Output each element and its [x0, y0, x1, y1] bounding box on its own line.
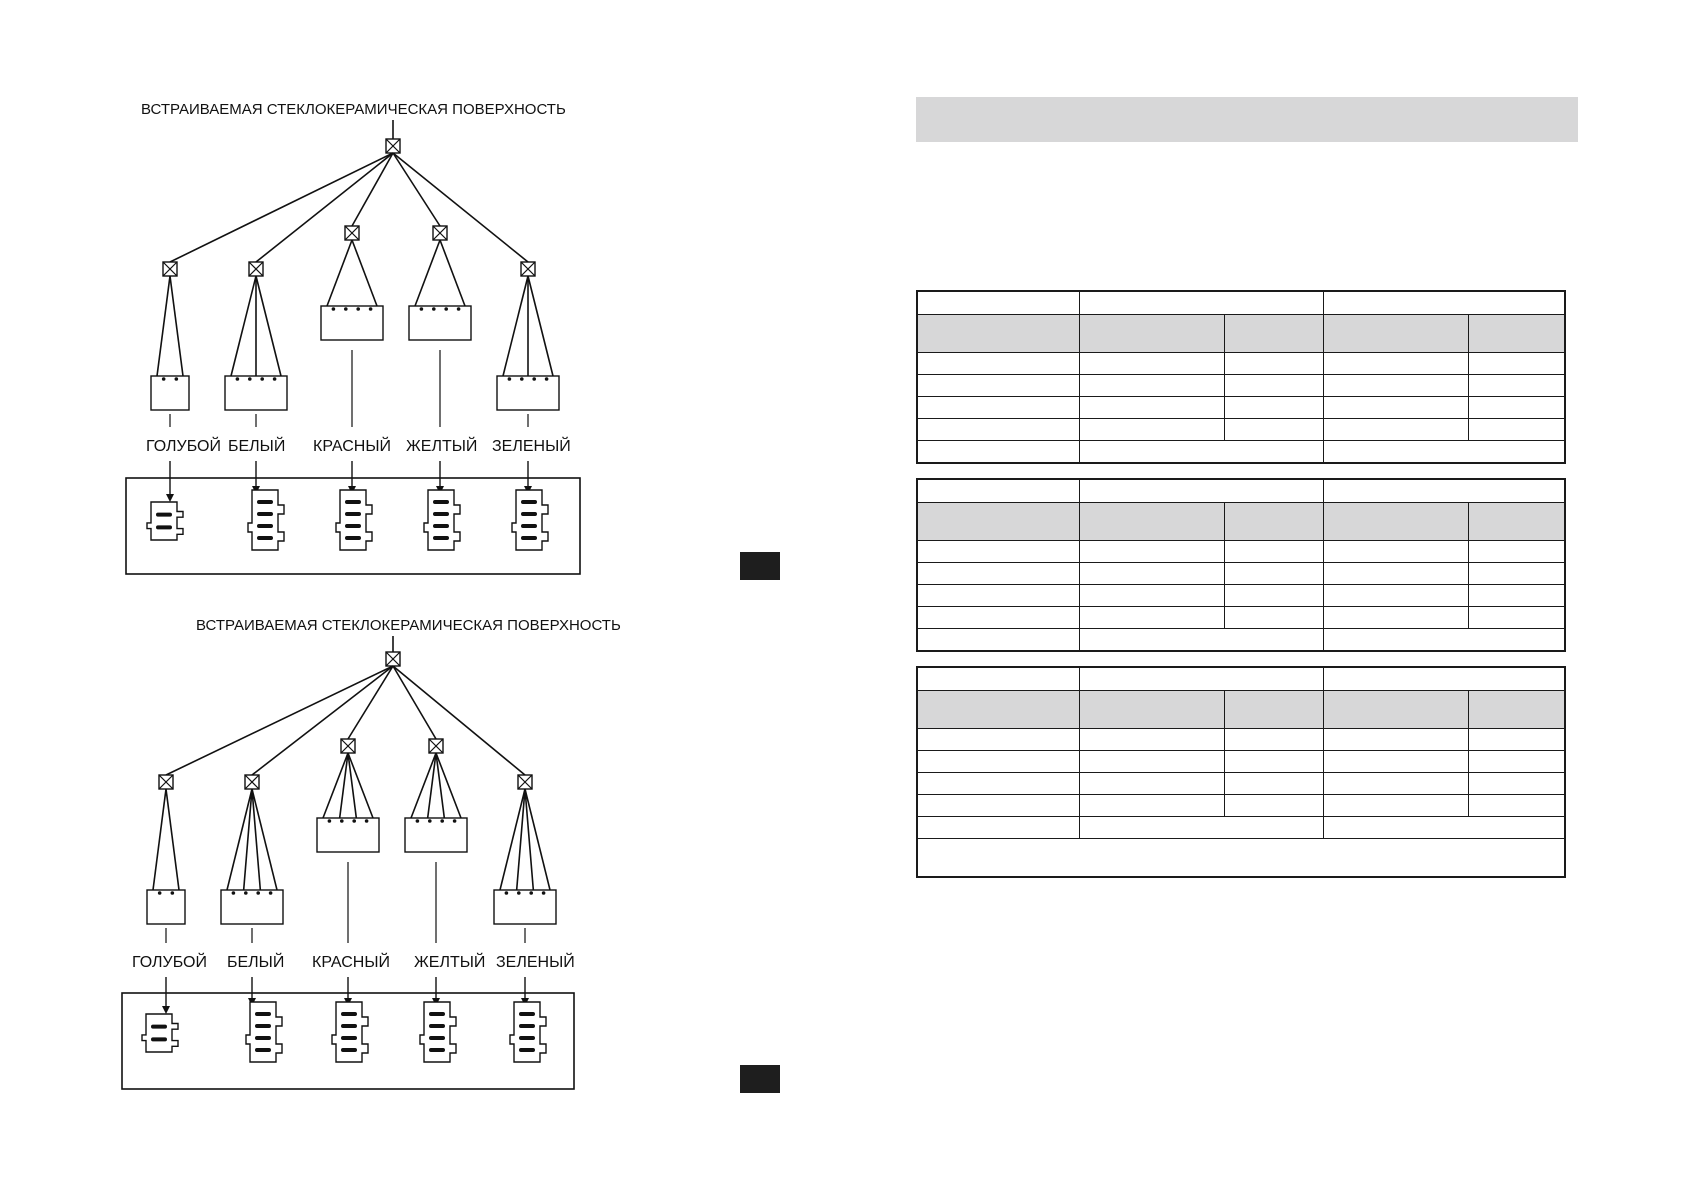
- terminal-plug-slot: [156, 513, 172, 517]
- table-cell: [1468, 751, 1565, 773]
- terminal-plug-slot: [156, 525, 172, 529]
- table-cell: [1323, 607, 1468, 629]
- table-cell: [1468, 563, 1565, 585]
- terminal-plug-slot: [519, 1024, 535, 1028]
- terminal-plug-slot: [433, 512, 449, 516]
- table-cell: [917, 817, 1079, 839]
- table-cell: [1323, 315, 1468, 353]
- connector-wire: [440, 240, 465, 306]
- terminal-plug-slot: [429, 1048, 445, 1052]
- connector-wire: [415, 240, 440, 306]
- table-cell: [1079, 315, 1224, 353]
- terminal-plug: [142, 1014, 178, 1052]
- label-arrow-head: [162, 1006, 170, 1014]
- table-cell: [1079, 795, 1224, 817]
- connector-wire: [157, 276, 170, 376]
- connector-pin: [269, 891, 273, 895]
- table-cell: [1079, 541, 1224, 563]
- connector-pin: [520, 377, 524, 381]
- terminal-plug-slot: [433, 500, 449, 504]
- connector-wire: [231, 276, 256, 376]
- table-cell: [1468, 397, 1565, 419]
- wiring-diagram-2: [122, 617, 621, 1089]
- table-cell: [917, 315, 1079, 353]
- table-cell: [1323, 503, 1468, 541]
- diagram-2-label-green: ЗЕЛЕНЫЙ: [496, 954, 575, 971]
- terminal-plug-slot: [345, 536, 361, 540]
- table-cell: [1079, 817, 1323, 839]
- terminal-plug-slot: [341, 1036, 357, 1040]
- table-cell: [917, 353, 1079, 375]
- table-cell: [1224, 375, 1323, 397]
- table-cell: [1323, 817, 1565, 839]
- terminal-plug-slot: [255, 1036, 271, 1040]
- connector-pin: [273, 377, 277, 381]
- terminal-plug-slot: [521, 512, 537, 516]
- connector-pin: [457, 307, 461, 311]
- table-cell: [1079, 563, 1224, 585]
- connector-pin: [365, 819, 369, 823]
- connector-pin: [432, 307, 436, 311]
- diagram-2-title: ВСТРАИВАЕМАЯ СТЕКЛОКЕРАМИЧЕСКАЯ ПОВЕРХНОСТЬ: [196, 617, 621, 634]
- diagram-1-label-blue: ГОЛУБОЙ: [146, 438, 221, 455]
- terminal-plug: [424, 490, 460, 550]
- terminal-plug-slot: [345, 512, 361, 516]
- terminal-plug-slot: [255, 1024, 271, 1028]
- terminal-plug: [246, 1002, 282, 1062]
- table-cell: [1079, 397, 1224, 419]
- table-cell: [1079, 729, 1224, 751]
- table-cell: [1079, 691, 1224, 729]
- branch-wire: [252, 666, 393, 775]
- terminal-plug-slot: [521, 536, 537, 540]
- table-cell: [1079, 585, 1224, 607]
- connector-pin: [175, 377, 179, 381]
- diagram-1-title: ВСТРАИВАЕМАЯ СТЕКЛОКЕРАМИЧЕСКАЯ ПОВЕРХНОСТЬ: [141, 101, 566, 118]
- terminal-plug-slot: [341, 1012, 357, 1016]
- table-cell: [1323, 397, 1468, 419]
- terminal-plug-slot: [255, 1012, 271, 1016]
- connector-pin: [356, 307, 360, 311]
- terminal-plug-slot: [345, 500, 361, 504]
- branch-wire: [352, 153, 393, 226]
- table-cell: [1079, 353, 1224, 375]
- table-cell: [1224, 773, 1323, 795]
- wiring-diagrams: [0, 0, 840, 1190]
- wiring-graphics-2: [122, 636, 574, 1089]
- page-marker-2: [740, 1065, 780, 1093]
- diagram-1-label-red: КРАСНЫЙ: [313, 438, 392, 455]
- table-cell: [1323, 773, 1468, 795]
- table-cell: [1468, 541, 1565, 563]
- connector-wire: [166, 789, 179, 890]
- table-cell: [917, 773, 1079, 795]
- branch-wire: [393, 153, 440, 226]
- connector: [494, 890, 556, 924]
- table-cell: [1323, 541, 1468, 563]
- terminal-plug-slot: [519, 1036, 535, 1040]
- table-cell: [1468, 375, 1565, 397]
- connector-pin: [158, 891, 162, 895]
- terminal-plug-slot: [257, 500, 273, 504]
- connector-pin: [171, 891, 175, 895]
- connector-wire: [528, 276, 553, 376]
- connector: [225, 376, 287, 410]
- table-cell: [1323, 563, 1468, 585]
- table-cell: [1224, 751, 1323, 773]
- branch-wire: [256, 153, 393, 262]
- terminal-plug-slot: [521, 500, 537, 504]
- table-cell: [1079, 751, 1224, 773]
- spec-table-1: [916, 290, 1566, 464]
- connector-wire: [327, 240, 352, 306]
- table-cell: [1224, 397, 1323, 419]
- terminal-plug-slot: [429, 1012, 445, 1016]
- connector-pin: [328, 819, 332, 823]
- terminal-plug-slot: [151, 1025, 167, 1029]
- table-note-cell: [917, 839, 1565, 878]
- connector-pin: [162, 377, 166, 381]
- connector-pin: [344, 307, 348, 311]
- connector-pin: [440, 819, 444, 823]
- connector-pin: [232, 891, 236, 895]
- table-cell: [1323, 375, 1468, 397]
- table-cell: [1468, 607, 1565, 629]
- table-cell: [1079, 503, 1224, 541]
- connector-pin: [416, 819, 420, 823]
- connector-wire: [352, 240, 377, 306]
- connector: [321, 306, 383, 340]
- table-cell: [1224, 419, 1323, 441]
- table-cell: [1468, 503, 1565, 541]
- terminal-plug: [147, 502, 183, 540]
- table-cell: [1468, 729, 1565, 751]
- connector-pin: [352, 819, 356, 823]
- terminal-plug-slot: [257, 536, 273, 540]
- table-cell: [1224, 503, 1323, 541]
- table-cell: [917, 667, 1079, 691]
- connector-wire: [256, 276, 281, 376]
- table-cell: [1468, 353, 1565, 375]
- terminal-plug-slot: [433, 524, 449, 528]
- connector-wire: [170, 276, 183, 376]
- connector-pin: [505, 891, 509, 895]
- table-cell: [1323, 291, 1565, 315]
- diagram-1-label-white: БЕЛЫЙ: [228, 438, 286, 455]
- branch-wire: [170, 153, 393, 262]
- table-cell: [1079, 375, 1224, 397]
- table-cell: [1468, 691, 1565, 729]
- wiring-diagram-1: [126, 101, 580, 574]
- terminal-plug-slot: [429, 1036, 445, 1040]
- table-cell: [1468, 795, 1565, 817]
- connector-pin: [260, 377, 264, 381]
- table-cell: [1468, 773, 1565, 795]
- terminal-plug-slot: [345, 524, 361, 528]
- table-cell: [917, 479, 1079, 503]
- table-cell: [917, 751, 1079, 773]
- connector-pin: [545, 377, 549, 381]
- spec-table-3: [916, 666, 1566, 878]
- terminal-plug-slot: [519, 1048, 535, 1052]
- diagram-2-label-white: БЕЛЫЙ: [227, 954, 285, 971]
- branch-wire: [393, 153, 528, 262]
- terminal-plug-slot: [521, 524, 537, 528]
- table-cell: [1224, 729, 1323, 751]
- wiring-graphics-1: [126, 120, 580, 574]
- connector-pin: [236, 377, 240, 381]
- terminal-plug: [510, 1002, 546, 1062]
- connector-pin: [508, 377, 512, 381]
- table-cell: [917, 291, 1079, 315]
- spec-table-2: [916, 478, 1566, 652]
- table-cell: [917, 503, 1079, 541]
- table-cell: [1079, 667, 1323, 691]
- diagram-2-label-red: КРАСНЫЙ: [312, 954, 391, 971]
- table-cell: [1224, 353, 1323, 375]
- diagram-1-label-green: ЗЕЛЕНЫЙ: [492, 438, 571, 455]
- table-cell: [1323, 691, 1468, 729]
- label-arrow-head: [166, 494, 174, 502]
- terminal-plug-slot: [257, 524, 273, 528]
- connector-pin: [420, 307, 424, 311]
- connector-pin: [453, 819, 457, 823]
- table-cell: [1224, 315, 1323, 353]
- table-cell: [1468, 419, 1565, 441]
- table-cell: [1323, 585, 1468, 607]
- table-cell: [1079, 419, 1224, 441]
- connector-pin: [542, 891, 546, 895]
- connector-wire: [153, 789, 166, 890]
- table-cell: [917, 419, 1079, 441]
- connector-pin: [532, 377, 536, 381]
- table-cell: [1468, 585, 1565, 607]
- table-cell: [917, 563, 1079, 585]
- table-cell: [1224, 607, 1323, 629]
- connector: [405, 818, 467, 852]
- table-cell: [1224, 541, 1323, 563]
- table-cell: [917, 375, 1079, 397]
- connector-pin: [340, 819, 344, 823]
- connector-pin: [444, 307, 448, 311]
- table-cell: [1079, 773, 1224, 795]
- connector: [221, 890, 283, 924]
- table-cell: [917, 541, 1079, 563]
- table-cell: [1224, 585, 1323, 607]
- table-cell: [917, 441, 1079, 464]
- connector-pin: [529, 891, 533, 895]
- diagram-1-label-yellow: ЖЕЛТЫЙ: [406, 438, 478, 455]
- terminal-plug: [332, 1002, 368, 1062]
- table-cell: [1323, 353, 1468, 375]
- terminal-plug-slot: [433, 536, 449, 540]
- table-cell: [917, 585, 1079, 607]
- table-cell: [1468, 315, 1565, 353]
- branch-wire: [393, 666, 436, 739]
- table-cell: [1224, 691, 1323, 729]
- connector: [151, 376, 189, 410]
- table-cell: [1323, 751, 1468, 773]
- section-header-bar: [916, 97, 1578, 142]
- table-cell: [1323, 441, 1565, 464]
- terminal-plug-slot: [341, 1048, 357, 1052]
- table-cell: [917, 607, 1079, 629]
- table-cell: [1224, 563, 1323, 585]
- table-cell: [1079, 607, 1224, 629]
- table-cell: [1224, 795, 1323, 817]
- connector-pin: [244, 891, 248, 895]
- diagram-2-label-yellow: ЖЕЛТЫЙ: [414, 954, 486, 971]
- table-cell: [1323, 479, 1565, 503]
- table-cell: [917, 629, 1079, 652]
- connector: [147, 890, 185, 924]
- table-cell: [1323, 729, 1468, 751]
- terminal-plug-slot: [255, 1048, 271, 1052]
- terminal-plug: [420, 1002, 456, 1062]
- table-cell: [1079, 479, 1323, 503]
- table-cell: [1323, 795, 1468, 817]
- connector-pin: [369, 307, 373, 311]
- terminal-plug-slot: [519, 1012, 535, 1016]
- connector-pin: [256, 891, 260, 895]
- connector: [317, 818, 379, 852]
- branch-wire: [393, 666, 525, 775]
- connector-pin: [248, 377, 252, 381]
- terminal-plug-slot: [257, 512, 273, 516]
- table-cell: [1079, 291, 1323, 315]
- diagram-2-label-blue: ГОЛУБОЙ: [132, 954, 207, 971]
- table-cell: [917, 795, 1079, 817]
- table-cell: [1323, 419, 1468, 441]
- table-cell: [917, 691, 1079, 729]
- page-marker-1: [740, 552, 780, 580]
- terminal-plug-slot: [341, 1024, 357, 1028]
- connector: [497, 376, 559, 410]
- terminal-plug: [336, 490, 372, 550]
- connector-pin: [428, 819, 432, 823]
- table-cell: [1323, 629, 1565, 652]
- connector: [409, 306, 471, 340]
- terminal-plug: [512, 490, 548, 550]
- table-cell: [917, 729, 1079, 751]
- connector-pin: [517, 891, 521, 895]
- table-cell: [917, 397, 1079, 419]
- terminal-plug: [248, 490, 284, 550]
- terminal-plug-slot: [429, 1024, 445, 1028]
- terminal-plug-slot: [151, 1037, 167, 1041]
- table-cell: [1079, 629, 1323, 652]
- table-cell: [1079, 441, 1323, 464]
- connector-wire: [503, 276, 528, 376]
- connector-pin: [332, 307, 336, 311]
- table-cell: [1323, 667, 1565, 691]
